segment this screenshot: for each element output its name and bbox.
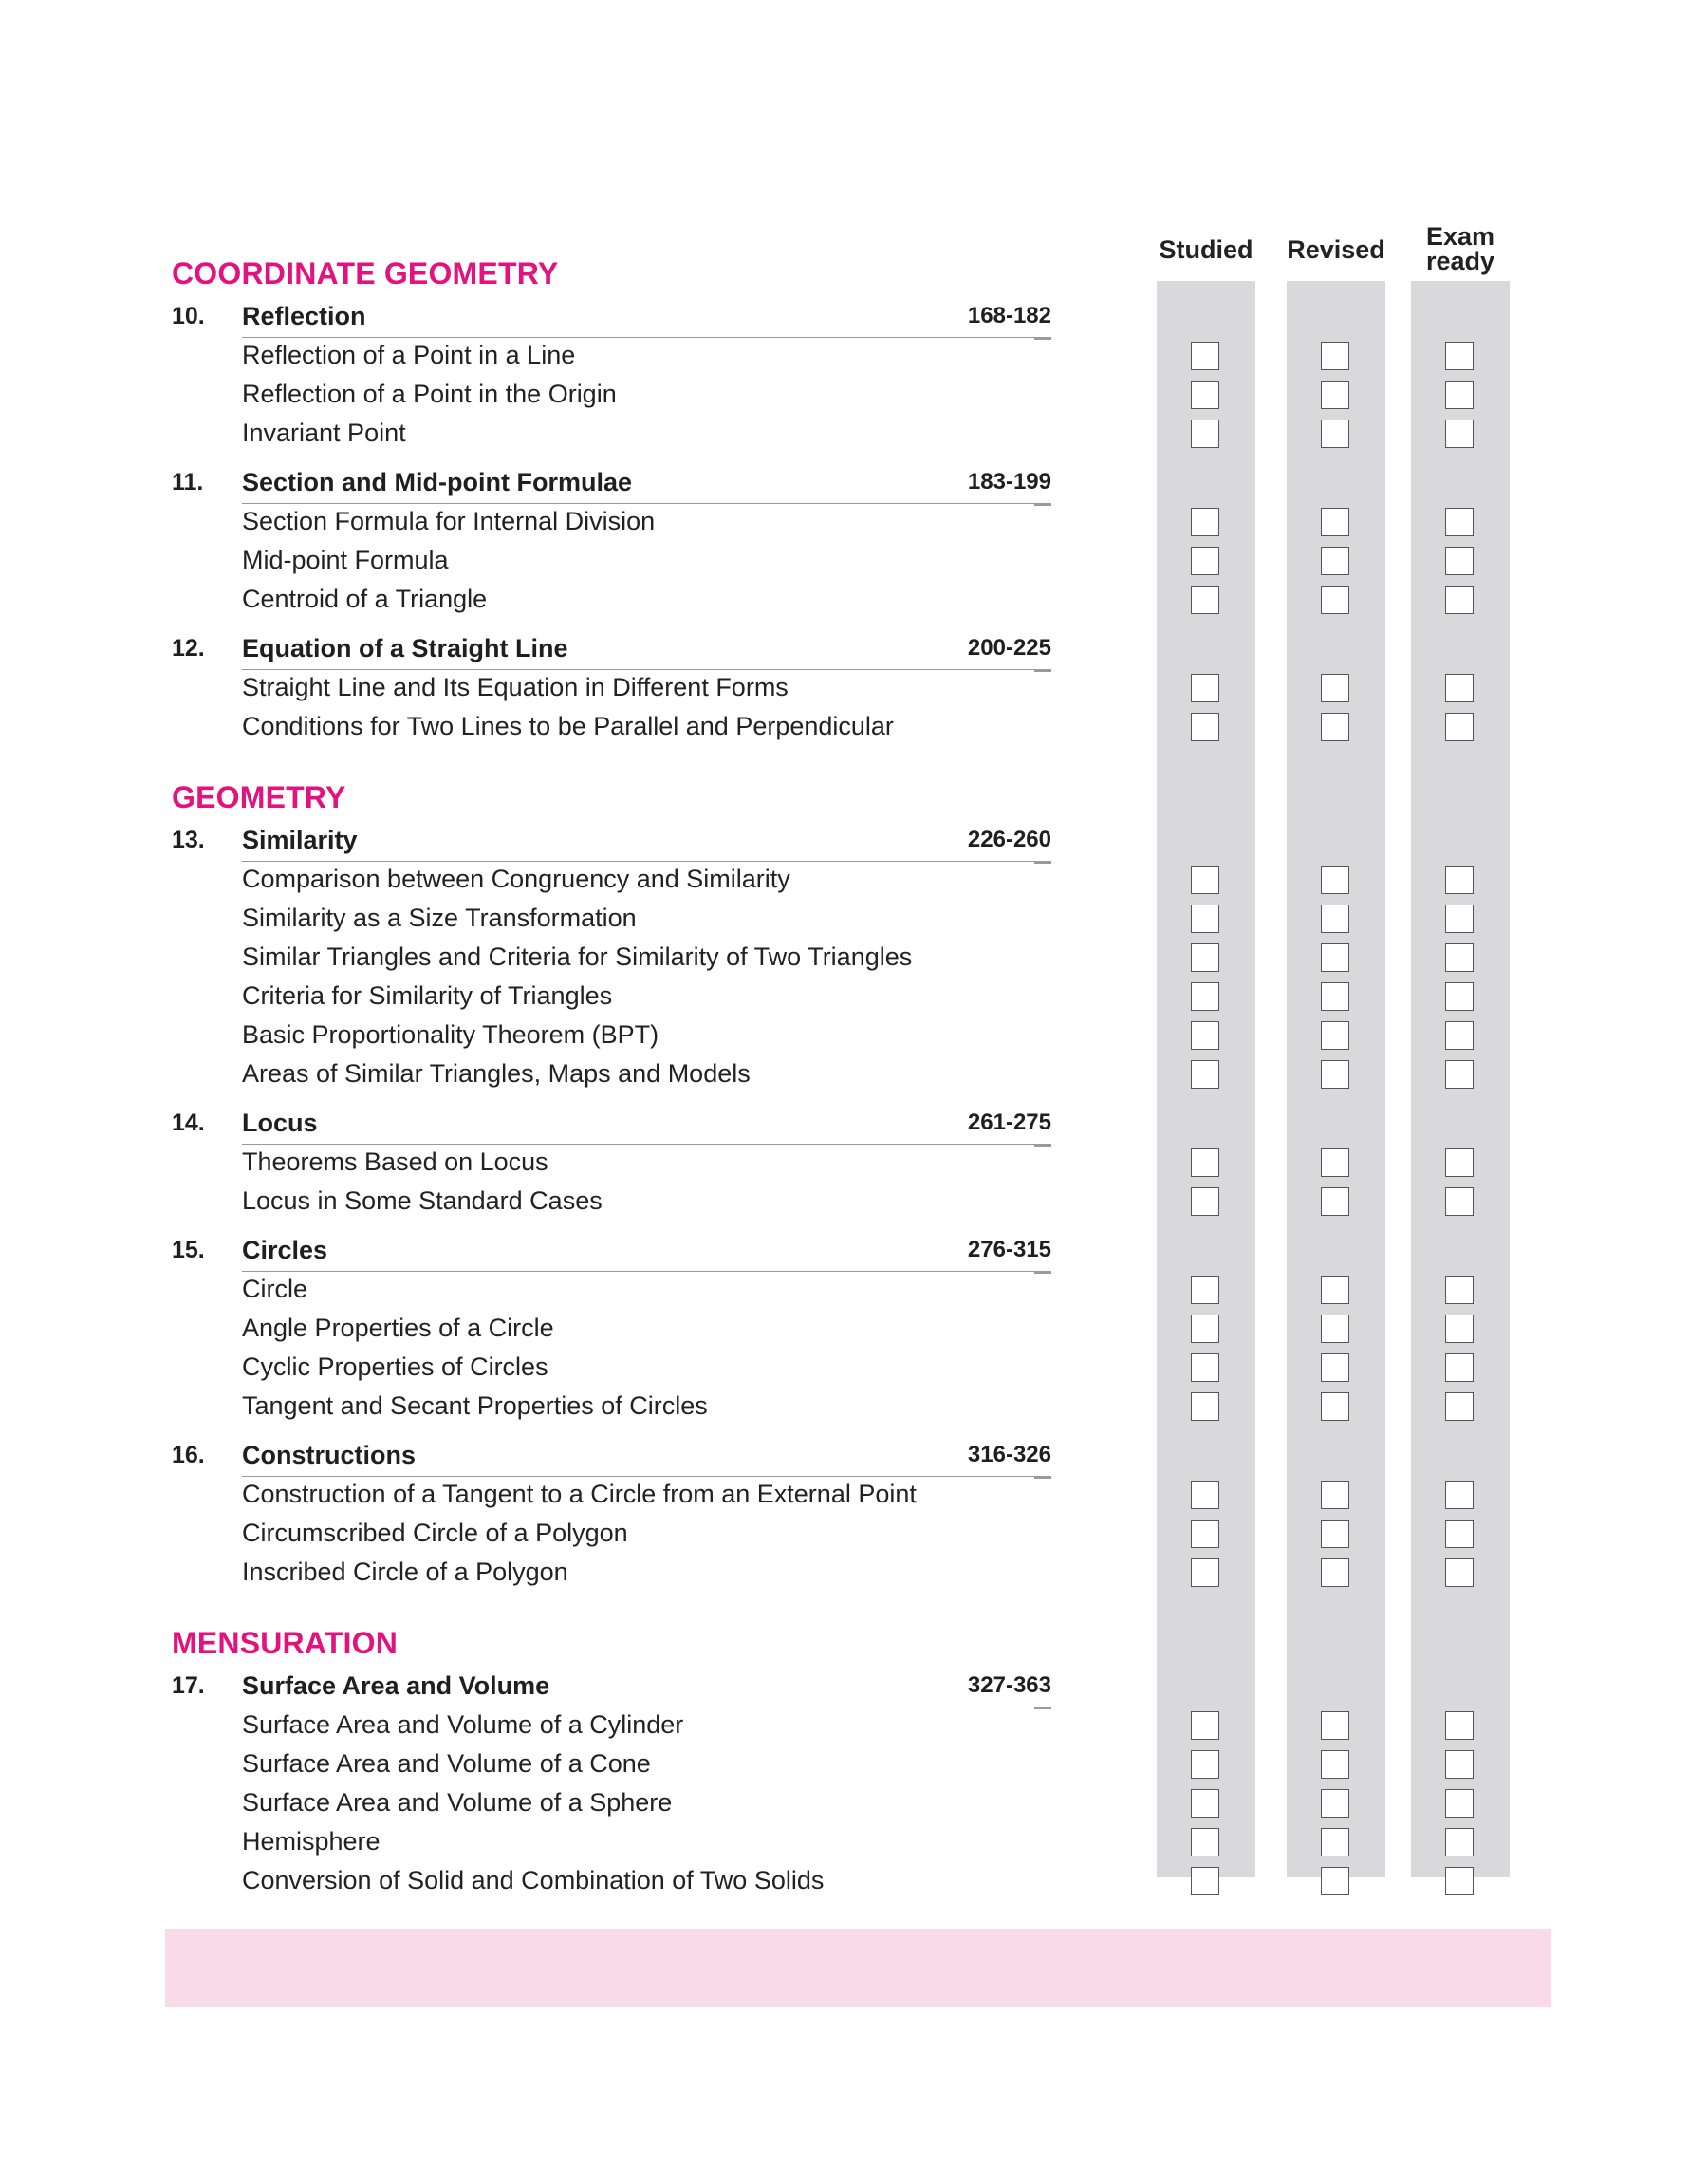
chapter-pages: 226-260 — [967, 827, 1051, 852]
chapter-pages: 261-275 — [967, 1110, 1051, 1135]
revised-checkbox[interactable] — [1321, 1520, 1349, 1548]
exam-ready-checkbox[interactable] — [1445, 1353, 1474, 1382]
revised-checkbox[interactable] — [1321, 1711, 1349, 1740]
exam-ready-checkbox[interactable] — [1445, 1711, 1474, 1740]
chapter-title: Equation of a Straight Line — [242, 634, 568, 662]
exam-ready-checkbox[interactable] — [1445, 586, 1474, 614]
topic-item: Centroid of a Triangle — [242, 585, 488, 613]
chapter-title: Locus — [242, 1109, 318, 1137]
chapter-title: Surface Area and Volume — [242, 1671, 550, 1700]
revised-checkbox[interactable] — [1321, 420, 1349, 448]
studied-checkbox[interactable] — [1191, 943, 1219, 972]
chapter-pages: 327-363 — [967, 1672, 1051, 1698]
chapter-title: Circles — [242, 1236, 328, 1264]
revised-checkbox[interactable] — [1321, 586, 1349, 614]
revised-checkbox[interactable] — [1321, 1392, 1349, 1421]
revised-checkbox[interactable] — [1321, 1276, 1349, 1304]
revised-checkbox[interactable] — [1321, 1353, 1349, 1382]
topic-item: Cyclic Properties of Circles — [242, 1353, 548, 1381]
studied-checkbox[interactable] — [1191, 381, 1219, 409]
topic-item: Circle — [242, 1275, 308, 1303]
topic-item: Basic Proportionality Theorem (BPT) — [242, 1020, 659, 1049]
chapter-divider — [242, 503, 1051, 504]
chapter-title: Section and Mid-point Formulae — [242, 468, 632, 496]
chapter-pages: 200-225 — [967, 635, 1051, 661]
revised-checkbox[interactable] — [1321, 713, 1349, 741]
exam-ready-checkbox[interactable] — [1445, 1789, 1474, 1818]
topic-item: Surface Area and Volume of a Cone — [242, 1749, 651, 1778]
studied-checkbox[interactable] — [1191, 342, 1219, 370]
exam-ready-checkbox[interactable] — [1445, 1558, 1474, 1587]
topic-item: Construction of a Tangent to a Circle from an External Point — [242, 1480, 917, 1508]
topic-item: Surface Area and Volume of a Sphere — [242, 1788, 673, 1817]
exam-ready-checkbox[interactable] — [1445, 1520, 1474, 1548]
revised-checkbox[interactable] — [1321, 1558, 1349, 1587]
chapter-divider-tick — [1034, 1476, 1051, 1479]
section-heading: MENSURATION — [172, 1626, 399, 1660]
topic-item: Section Formula for Internal Division — [242, 507, 656, 535]
exam-ready-checkbox[interactable] — [1445, 1276, 1474, 1304]
studied-checkbox[interactable] — [1191, 713, 1219, 741]
exam-ready-checkbox[interactable] — [1445, 381, 1474, 409]
revised-checkbox[interactable] — [1321, 1789, 1349, 1818]
exam-ready-checkbox[interactable] — [1445, 982, 1474, 1011]
revised-checkbox[interactable] — [1321, 1867, 1349, 1895]
chapter-divider — [242, 337, 1051, 338]
chapter-divider-tick — [1034, 669, 1051, 672]
studied-checkbox[interactable] — [1191, 1187, 1219, 1216]
studied-checkbox[interactable] — [1191, 1558, 1219, 1587]
topic-item: Inscribed Circle of a Polygon — [242, 1558, 568, 1586]
chapter-title: Reflection — [242, 302, 366, 330]
exam-ready-checkbox[interactable] — [1445, 866, 1474, 894]
topic-item: Comparison between Congruency and Similarity — [242, 865, 790, 893]
column-header-revised: Revised — [1287, 235, 1385, 264]
section-heading: GEOMETRY — [172, 780, 346, 814]
chapter-divider — [242, 669, 1051, 670]
chapter-number: 10. — [172, 303, 205, 329]
studied-checkbox[interactable] — [1191, 586, 1219, 614]
chapter-divider-tick — [1034, 1707, 1051, 1709]
revised-checkbox[interactable] — [1321, 1481, 1349, 1509]
revised-checkbox[interactable] — [1321, 905, 1349, 933]
chapter-divider — [242, 861, 1051, 862]
topic-item: Theorems Based on Locus — [242, 1147, 548, 1176]
topic-item: Conversion of Solid and Combination of Two Solids — [242, 1866, 825, 1894]
topic-item: Mid-point Formula — [242, 546, 449, 574]
chapter-divider — [242, 1476, 1051, 1477]
exam-ready-checkbox[interactable] — [1445, 674, 1474, 702]
exam-ready-checkbox[interactable] — [1445, 1187, 1474, 1216]
chapter-number: 17. — [172, 1672, 205, 1699]
column-header-exam-ready: Exam ready — [1425, 222, 1495, 275]
revised-checkbox[interactable] — [1321, 1187, 1349, 1216]
studied-checkbox[interactable] — [1191, 1481, 1219, 1509]
topic-item: Tangent and Secant Properties of Circles — [242, 1391, 708, 1420]
topic-item: Conditions for Two Lines to be Parallel and Perpendicular — [242, 712, 894, 740]
column-header-studied: Studied — [1159, 235, 1253, 264]
chapter-number: 11. — [172, 469, 204, 495]
chapter-number: 15. — [172, 1237, 205, 1263]
chapter-title: Similarity — [242, 826, 358, 854]
studied-checkbox[interactable] — [1191, 1828, 1219, 1856]
chapter-divider — [242, 1271, 1051, 1272]
topic-item: Angle Properties of a Circle — [242, 1314, 554, 1342]
chapter-divider — [242, 1144, 1051, 1145]
chapter-divider-tick — [1034, 1144, 1051, 1147]
exam-ready-checkbox[interactable] — [1445, 420, 1474, 448]
topic-item: Similar Triangles and Criteria for Similarity of Two Triangles — [242, 942, 913, 971]
studied-checkbox[interactable] — [1191, 420, 1219, 448]
studied-checkbox[interactable] — [1191, 1060, 1219, 1089]
exam-ready-checkbox[interactable] — [1445, 508, 1474, 536]
studied-checkbox[interactable] — [1191, 982, 1219, 1011]
topic-item: Invariant Point — [242, 419, 406, 447]
chapter-number: 16. — [172, 1442, 205, 1468]
revised-checkbox[interactable] — [1321, 982, 1349, 1011]
studied-checkbox[interactable] — [1191, 1276, 1219, 1304]
studied-checkbox[interactable] — [1191, 1520, 1219, 1548]
chapter-number: 12. — [172, 635, 205, 662]
chapter-pages: 316-326 — [967, 1442, 1051, 1467]
exam-ready-checkbox[interactable] — [1445, 1148, 1474, 1177]
topic-item: Criteria for Similarity of Triangles — [242, 981, 613, 1010]
topic-item: Reflection of a Point in the Origin — [242, 380, 617, 408]
studied-checkbox[interactable] — [1191, 1392, 1219, 1421]
revised-checkbox[interactable] — [1321, 943, 1349, 972]
section-heading: COORDINATE GEOMETRY — [172, 256, 559, 290]
exam-ready-checkbox[interactable] — [1445, 1392, 1474, 1421]
exam-ready-checkbox[interactable] — [1445, 1021, 1474, 1050]
topic-item: Similarity as a Size Transformation — [242, 904, 637, 932]
chapter-pages: 183-199 — [967, 469, 1051, 494]
exam-ready-checkbox[interactable] — [1445, 943, 1474, 972]
topic-item: Surface Area and Volume of a Cylinder — [242, 1710, 684, 1739]
studied-checkbox[interactable] — [1191, 1315, 1219, 1343]
topic-item: Areas of Similar Triangles, Maps and Models — [242, 1059, 751, 1088]
exam-ready-checkbox[interactable] — [1445, 713, 1474, 741]
revised-checkbox[interactable] — [1321, 1021, 1349, 1050]
revised-checkbox[interactable] — [1321, 1828, 1349, 1856]
chapter-divider-tick — [1034, 337, 1051, 340]
exam-ready-checkbox[interactable] — [1445, 1060, 1474, 1089]
chapter-divider-tick — [1034, 503, 1051, 506]
studied-checkbox[interactable] — [1191, 1148, 1219, 1177]
revised-checkbox[interactable] — [1321, 508, 1349, 536]
exam-ready-checkbox[interactable] — [1445, 905, 1474, 933]
studied-checkbox[interactable] — [1191, 905, 1219, 933]
revised-checkbox[interactable] — [1321, 674, 1349, 702]
chapter-pages: 276-315 — [967, 1237, 1051, 1262]
exam-ready-checkbox[interactable] — [1445, 1481, 1474, 1509]
studied-checkbox[interactable] — [1191, 1789, 1219, 1818]
chapter-divider-tick — [1034, 1271, 1051, 1274]
exam-ready-checkbox[interactable] — [1445, 1315, 1474, 1343]
revised-checkbox[interactable] — [1321, 381, 1349, 409]
studied-checkbox[interactable] — [1191, 508, 1219, 536]
exam-ready-checkbox[interactable] — [1445, 342, 1474, 370]
exam-ready-checkbox[interactable] — [1445, 1828, 1474, 1856]
revised-checkbox[interactable] — [1321, 1060, 1349, 1089]
topic-item: Locus in Some Standard Cases — [242, 1186, 603, 1215]
revised-checkbox[interactable] — [1321, 1315, 1349, 1343]
topic-item: Reflection of a Point in a Line — [242, 341, 576, 369]
revised-checkbox[interactable] — [1321, 342, 1349, 370]
revised-checkbox[interactable] — [1321, 866, 1349, 894]
chapter-pages: 168-182 — [967, 303, 1051, 328]
chapter-number: 14. — [172, 1110, 205, 1136]
studied-checkbox[interactable] — [1191, 1750, 1219, 1779]
studied-checkbox[interactable] — [1191, 1711, 1219, 1740]
footer-band — [165, 1929, 1551, 2007]
revised-checkbox[interactable] — [1321, 1148, 1349, 1177]
studied-checkbox[interactable] — [1191, 866, 1219, 894]
exam-ready-checkbox[interactable] — [1445, 1867, 1474, 1895]
studied-checkbox[interactable] — [1191, 1021, 1219, 1050]
exam-ready-checkbox[interactable] — [1445, 1750, 1474, 1779]
chapter-number: 13. — [172, 827, 205, 853]
chapter-title: Constructions — [242, 1441, 417, 1469]
topic-item: Straight Line and Its Equation in Different Forms — [242, 673, 789, 701]
topic-item: Circumscribed Circle of a Polygon — [242, 1519, 628, 1547]
studied-checkbox[interactable] — [1191, 1867, 1219, 1895]
revised-checkbox[interactable] — [1321, 547, 1349, 575]
topic-item: Hemisphere — [242, 1827, 381, 1856]
chapter-divider-tick — [1034, 861, 1051, 864]
exam-ready-checkbox[interactable] — [1445, 547, 1474, 575]
revised-checkbox[interactable] — [1321, 1750, 1349, 1779]
studied-checkbox[interactable] — [1191, 547, 1219, 575]
studied-checkbox[interactable] — [1191, 674, 1219, 702]
studied-checkbox[interactable] — [1191, 1353, 1219, 1382]
